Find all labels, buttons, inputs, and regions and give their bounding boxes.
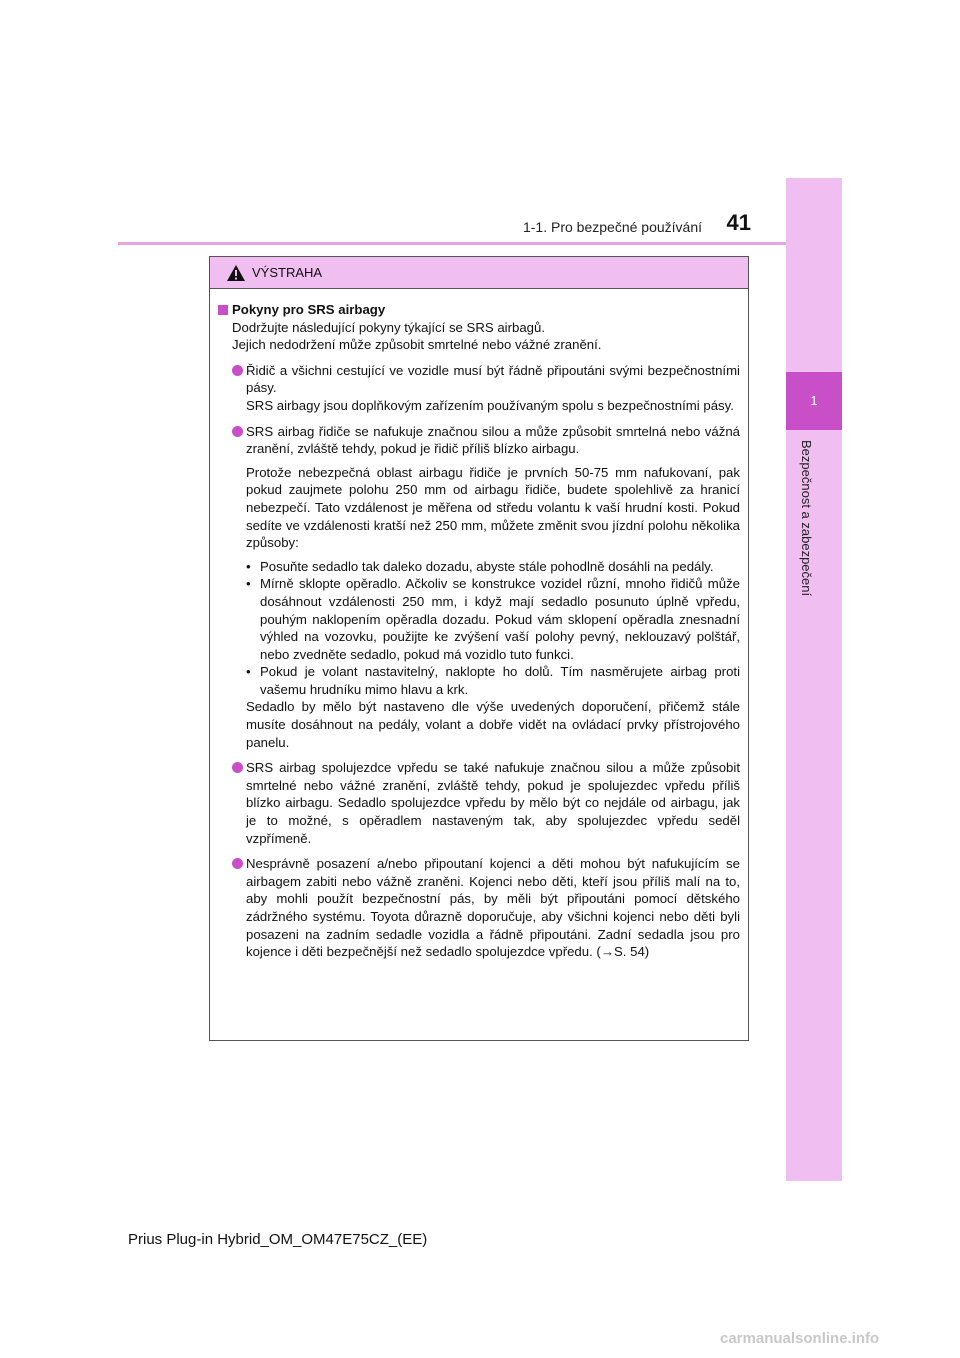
- round-bullet-icon: [232, 858, 243, 869]
- side-tab: [786, 178, 842, 1181]
- page-number: 41: [726, 210, 751, 235]
- paragraph: SRS airbag řidiče se nafukuje značnou silou a může způsobit smrtelná nebo vážná zranění, zvláště tehdy, pokud je řidič příliš blízko airbagu.: [246, 423, 740, 457]
- warning-title: VÝSTRAHA: [252, 265, 323, 280]
- list-item: [218, 362, 740, 415]
- section-title: 1-1. Pro bezpečné používání: [522, 219, 702, 235]
- section-heading-text: Pokyny pro SRS airbagy: [232, 302, 386, 317]
- round-bullet-icon: [232, 365, 243, 376]
- round-bullet-icon: [232, 426, 243, 437]
- warning-content: [210, 289, 748, 961]
- paragraph: Sedadlo by mělo být nastaveno dle výše uvedených doporučení, přičemž stále musíte dosáhnout na pedály, volant a dobře vidět na ovládací prvky přístrojového panelu.: [246, 699, 740, 750]
- warning-box: [209, 256, 749, 1041]
- list-item: [218, 423, 740, 752]
- side-tab-label: Bezpečnost a zabezpečení: [799, 440, 814, 597]
- paragraph: Protože nebezpečná oblast airbagu řidiče je prvních 50-75 mm nafukovaní, pak pokud zaujmete polohu 250 mm od airbagu řidiče, budete spolehlivě za hranicí nebezpečí. Tato vzdálenost je měřena od středu volantu k vaší hrudní kosti. Pokud sedíte ve vzdálenosti kratší než 250 mm, můžete změnit svou jízdní polohu několika způsoby:: [246, 464, 740, 551]
- sub-list-item: [246, 663, 740, 698]
- sub-item-text: Pokud je volant nastavitelný, naklopte ho dolů. Tím nasměrujete airbag proti vašemu hrudníku mimo hlavu a krk.: [260, 664, 740, 697]
- paragraph: Nesprávně posazení a/nebo připoutaní kojenci a děti mohou být nafukujícím se airbagem zabiti nebo vážně zraněni. Kojenci nebo děti, kteří jsou příliš malí na to, aby mohli použít bezpečnostní pás, by měli být připoutáni pomocí dětského zádržného systému. Toyota důrazně doporučuje, aby všichni kojenci nebo děti byli posazeni na zadním sedadle vozidla a řádně připoutáni. Zadní sedadla jsou pro kojence i děti bezpečnější než sedadlo spolujezdce vpředu. (→S. 54): [246, 856, 740, 960]
- sub-item-text: Posuňte sedadlo tak daleko dozadu, abyste stále pohodlně dosáhli na pedály.: [260, 558, 714, 574]
- list-item: [218, 759, 740, 847]
- round-bullet-icon: [232, 762, 243, 773]
- intro-line: Jejich nedodržení může způsobit smrtelné nebo vážné zranění.: [232, 337, 602, 353]
- warning-triangle-icon: [226, 264, 246, 282]
- watermark: carmanualsonline.info: [720, 1330, 880, 1347]
- list-item: [218, 855, 740, 961]
- sub-item-text: Mírně sklopte opěradlo. Ačkoliv se konstrukce vozidel různí, mnoho řidičů může dosáhnout vzdálenosti 250 mm, i když mají sedadlo posunuto úplně vpředu, pouhým naklopením opěradla dozadu. Pokud vám sklopení opěradla znesnadní výhled na vozovku, použijte ke zvýšení vaší polohy pevný, neklouzavý polštář, nebo zvedněte sedadlo, pokud má vozidlo tuto funkci.: [260, 576, 740, 662]
- intro-line: Dodržujte následující pokyny týkající se SRS airbagů.: [232, 319, 545, 335]
- square-bullet-icon: [218, 305, 228, 315]
- side-tab-number: 1: [810, 393, 818, 408]
- paragraph: SRS airbagy jsou doplňkovým zařízením používaným spolu s bezpečnostními pásy.: [246, 397, 734, 413]
- sub-bullet: •: [246, 576, 251, 592]
- paragraph: Řidič a všichni cestující ve vozidle musí být řádně připoutáni svými bezpečnostními pásy.: [246, 362, 740, 396]
- sub-bullet: •: [246, 664, 251, 680]
- footer-model: Prius Plug-in Hybrid_OM_OM47E75CZ_(EE): [128, 1231, 428, 1248]
- warning-header: [210, 257, 748, 289]
- header-rule: [118, 242, 786, 245]
- section-heading: [218, 301, 740, 319]
- paragraph: SRS airbag spolujezdce vpředu se také nafukuje značnou silou a může způsobit smrtelné nebo vážné zranění, zvláště tehdy, pokud je spolujezdec vpředu příliš blízko airbagu. Sedadlo spolujezdce vpředu by mělo být co nejdále od airbagu, jak je to možné, s opěradlem nastaveným tak, aby spolujezdec vpředu seděl vzpřímeně.: [246, 760, 740, 846]
- sub-list-item: [246, 575, 740, 663]
- sub-bullet: •: [246, 558, 251, 574]
- sub-list-item: [246, 558, 740, 576]
